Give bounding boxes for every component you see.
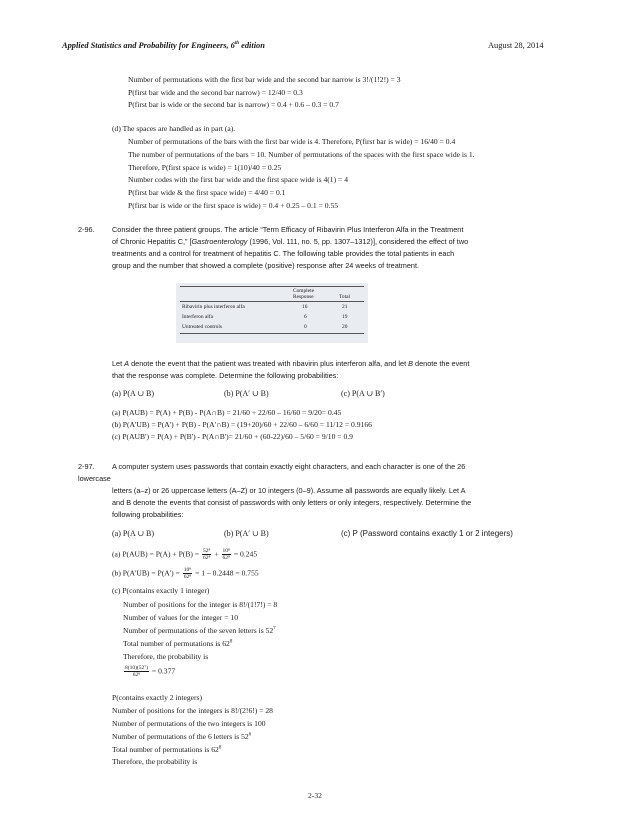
table-rule [180, 301, 364, 302]
text-line: P(first bar wide and the second bar narrow) = 12/40 = 0.3 [128, 88, 303, 97]
exponent: 8 [218, 745, 222, 751]
exponent: 7 [273, 626, 276, 632]
text-line: treatments and a control for treatment of hepatitis C. The following table provides the total patients in each [112, 249, 455, 258]
problem-number: 2-97. [78, 462, 95, 471]
numerator: 10⁸ [222, 548, 230, 554]
text-line: Number of positions for the integers is 8!/(2!6!) = 28 [112, 706, 273, 715]
running-title-tail: edition [239, 41, 265, 50]
text-line [123, 639, 232, 649]
table-row-label: Ribavirin plus interferon alfa [182, 304, 245, 310]
text-line: P(first bar is wide or the second bar is narrow) = 0.4 + 0.6 – 0.3 = 0.7 [128, 100, 339, 109]
result: = 0.245 [233, 549, 258, 559]
text-line: lowercase [78, 474, 111, 483]
text-line: letters (a–z) or 26 uppercase letters (A–Z) or 10 integers (0–9). Assume all passwords are equally likely. Let A [112, 486, 466, 495]
table-header: Total [339, 294, 350, 300]
probability-item: (b) P(A′ ∪ B) [224, 529, 269, 538]
fraction [222, 548, 231, 561]
running-date: August 28, 2014 [488, 41, 544, 50]
running-title-text: Applied Statistics and Probability for Engineers, 6 [62, 41, 235, 50]
denominator: 62⁸ [183, 574, 192, 580]
running-title-sup: th [234, 41, 240, 47]
text-span: (b) P(A'UB) = P(A') = [112, 568, 180, 578]
table-header: Complete [293, 288, 314, 294]
text-span: Total number of permutations is 62 [112, 745, 219, 754]
text-line [123, 626, 276, 636]
text-span: (a) P(AUB) = P(A) + P(B) = [112, 549, 200, 559]
text-line: following probabilities: [112, 510, 184, 519]
denominator: 62⁸ [132, 672, 141, 678]
table-cell: 21 [342, 304, 348, 310]
fraction [202, 548, 211, 561]
text-line: A computer system uses passwords that contain exactly eight characters, and each character is one of the 26 [112, 462, 466, 471]
table-cell: 0 [304, 324, 307, 330]
table-cell: 6 [304, 314, 307, 320]
text-line: Number of permutations with the first bar wide and the second bar narrow is 3!/(1!2!) = 3 [128, 75, 401, 84]
answer-line [112, 567, 259, 580]
text-span: of Chronic Hepatitis C,” [ [112, 237, 192, 246]
text-line [112, 732, 251, 742]
text-line: and B denote the events that consist of passwords with only letters or only integers, respectively. Determine the [112, 498, 472, 507]
exponent: 6 [248, 732, 252, 738]
answer-line [112, 548, 257, 561]
text-span: Number of permutations of the 6 letters is 52 [112, 732, 249, 741]
probability-item: (a) P(A ∪ B) [112, 389, 155, 398]
text-span: denote the event that the patient was treated with ribavirin plus interferon alfa, and let [129, 359, 409, 368]
text-span: denote the event [413, 359, 470, 368]
text-line: Number codes with the first bar wide and the first space wide is 4(1) = 4 [128, 175, 349, 184]
answer-line: (b) P(A'UB) = P(A') + P(B) - P(A'∩B) = (19+20)/60 + 22/60 – 6/60 = 11/12 = 0.9166 [112, 420, 372, 429]
result: = 1 – 0.2448 = 0.755 [195, 568, 259, 578]
text-span: Total number of permutations is 62 [123, 639, 230, 648]
table-cell: 16 [302, 304, 308, 310]
probability-item: (b) P(A′ ∪ B) [224, 389, 269, 398]
text-line: Number of permutations of the two integers is 100 [112, 719, 266, 728]
text-line [112, 237, 468, 247]
text-line [112, 359, 469, 369]
page-number: 2-32 [308, 791, 322, 800]
running-title [62, 41, 265, 50]
text-line [112, 745, 221, 755]
event-symbol: A [124, 359, 130, 368]
denominator: 62⁸ [222, 555, 230, 561]
text-line: Therefore, P(first space is wide) = 1(10)/40 = 0.25 [128, 163, 282, 172]
table-row-label: Interferon alfa [182, 314, 213, 320]
text-line: that the response was complete. Determine the following probabilities: [112, 371, 339, 380]
text-span: Number of permutations of the seven letters is 52 [123, 626, 274, 635]
table-row-label: Untreated controls [182, 324, 222, 330]
text-line: P(first bar wide & the first space wide) = 4/40 = 0.1 [128, 188, 286, 197]
result: = 0.377 [151, 666, 176, 676]
exponent: 8 [229, 639, 233, 645]
text-span: Let [112, 359, 125, 368]
response-table [176, 283, 368, 343]
probability-item: (c) P (Password contains exactly 1 or 2 integers) [341, 529, 513, 538]
text-line: Therefore, the probability is [123, 652, 209, 661]
text-line: The number of permutations of the bars = 10. Number of permutations of the spaces with the first space wide is 1. [128, 150, 475, 159]
part-d-label: (d) The spaces are handled as in part (a). [112, 124, 236, 133]
text-line: P(first bar is wide or the first space is wide) = 0.4 + 0.25 – 0.1 = 0.55 [128, 201, 339, 210]
table-cell: 19 [342, 314, 348, 320]
event-symbol: B [408, 359, 413, 368]
text-line: group and the number that showed a complete (positive) response after 24 weeks of treatment. [112, 261, 420, 270]
text-line: Number of positions for the integer is 8!/(1!7!) = 8 [123, 600, 278, 609]
plus-sign: + [214, 549, 219, 559]
fraction [124, 665, 149, 678]
text-line: Number of values for the integer = 10 [123, 613, 238, 622]
text-line: P(contains exactly 2 integers) [112, 693, 203, 702]
answer-line: (c) P(AUB') = P(A) + P(B') - P(A∩B')= 21/60 + (60-22)/60 – 5/60 = 9/10 = 0.9 [112, 432, 353, 441]
text-line: Number of permutations of the bars with the first bar wide is 4. Therefore, P(first bar is wide) = 16/40 = 0.4 [128, 137, 456, 146]
numerator: 8(10)(52⁷) [125, 665, 148, 671]
text-line: Consider the three patient groups. The article “Term Efficacy of Ribavirin Plus Interferon Alfa in the Treatment [112, 225, 464, 234]
problem-number: 2-96. [78, 225, 95, 234]
text-line: Therefore, the probability is [112, 757, 198, 766]
answer-label: (c) P(contains exactly 1 integer) [112, 586, 210, 595]
fraction [183, 567, 192, 580]
numerator: 10⁸ [183, 567, 192, 573]
numerator: 52⁸ [203, 548, 211, 554]
text-span: (1996, Vol. 111, no. 5, pp. 1307–1312)], considered the effect of two [247, 237, 469, 246]
table-header: Response [293, 294, 314, 300]
answer-line: (a) P(AUB) = P(A) + P(B) - P(A∩B) = 21/60 + 22/60 – 16/60 = 9/20= 0.45 [112, 408, 342, 417]
table-cell: 20 [342, 324, 348, 330]
table-rule [180, 286, 364, 287]
journal-name: Gastroenterology [191, 237, 248, 246]
probability-item: (c) P(A ∪ B′) [341, 389, 385, 398]
table-rule [180, 333, 364, 334]
denominator: 62⁸ [203, 555, 211, 561]
answer-line [123, 665, 175, 678]
probability-item: (a) P(A ∪ B) [112, 529, 155, 538]
